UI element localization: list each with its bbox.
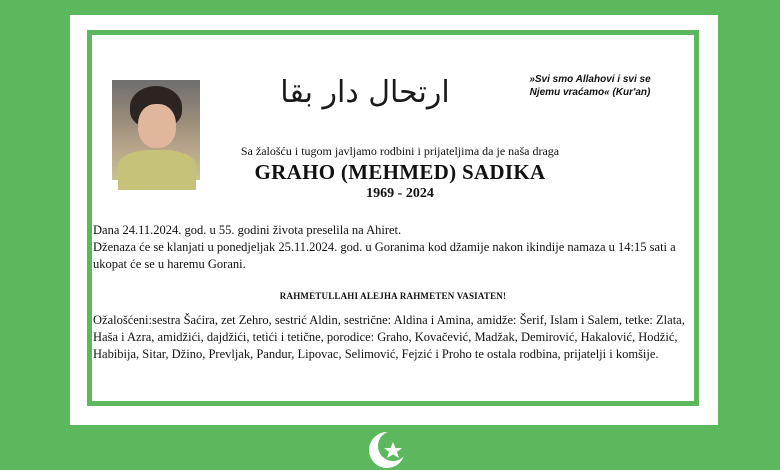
quote-line-1: »Svi smo Allahovi i svi se [529,74,651,85]
portrait-photo [112,80,200,180]
announcement-intro: Sa žalošću i tugom javljamo rodbini i prijateljima da je naša draga [240,144,560,158]
arabic-calligraphy [280,62,450,118]
crescent-star-icon [366,428,412,470]
funeral-details [93,222,693,273]
quote-line-2: Njemu vraćamo« (Kur'an) [529,87,651,98]
deceased-name: GRAHO (MEHMED) SADIKA [254,160,546,184]
life-years: 1969 - 2024 [366,186,434,201]
arabic-calligraphy-text: ارتحال دار بقا [280,75,450,110]
mourners-list: Ožalošćeni:sestra Šaćira, zet Zehro, sestrić Aldin, sestrične: Aldina i Amina, amidže: Šerif, Islam i Salem, tetke: Zlata, Haša i Azra, amidžići, dajdžići, tetići i tetične, porodice: Graho, Kovačević, Madžak, Demirović, Hakalović, Hodžić, Habibija, Sitar, Džino, Prevljak, Pandur, Lipovac, Selimović, Fejzić i Proho te ostala rodbina, prijatelji i komšije. [93,313,685,361]
prayer-line: RAHMETULLAHI ALEJHA RAHMETEN VASIATEN! [279,291,507,301]
death-date-line: Dana 24.11.2024. god. u 55. godini života preselila na Ahiret. [93,223,402,237]
quran-quote [505,73,675,99]
funeral-line: Dženaza će se klanjati u ponedjeljak 25.11.2024. god. u Goranima kod džamije nakon ikindije namaza u 14:15 sati a ukopat će se u haremu Gorani. [93,240,676,271]
